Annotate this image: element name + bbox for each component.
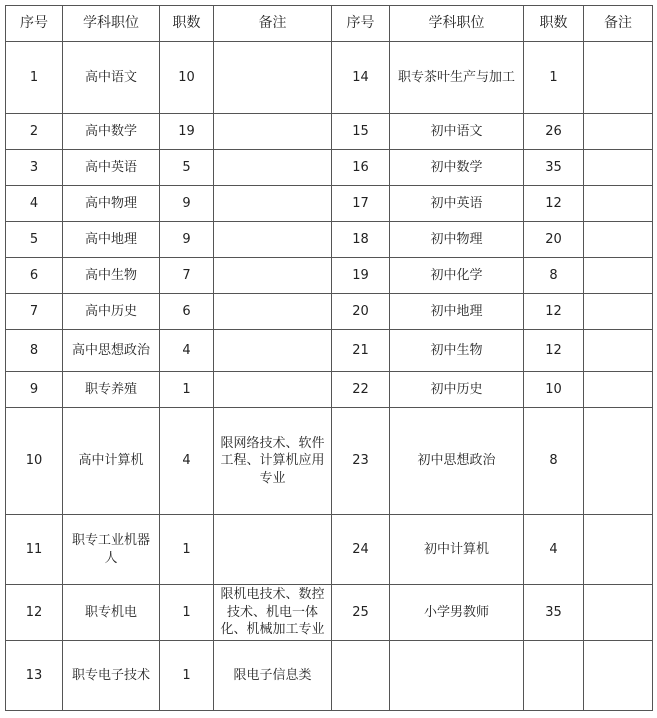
cell-subject-right: 初中生物 xyxy=(390,330,524,372)
cell-note-right xyxy=(584,222,653,258)
cell-subject-right xyxy=(390,641,524,711)
cell-seq: 10 xyxy=(6,408,63,515)
table-row xyxy=(6,515,653,585)
cell-count: 4 xyxy=(160,408,214,515)
cell-count: 10 xyxy=(160,42,214,114)
cell-note xyxy=(214,114,332,150)
cell-seq: 2 xyxy=(6,114,63,150)
cell-note xyxy=(214,372,332,408)
cell-seq-right xyxy=(332,641,390,711)
cell-note xyxy=(214,42,332,114)
cell-seq-right: 19 xyxy=(332,258,390,294)
cell-note-right xyxy=(584,186,653,222)
cell-subject-right: 小学男教师 xyxy=(390,585,524,641)
cell-seq-right: 20 xyxy=(332,294,390,330)
cell-note-right xyxy=(584,372,653,408)
cell-seq: 5 xyxy=(6,222,63,258)
cell-seq: 9 xyxy=(6,372,63,408)
cell-subject-right: 职专茶叶生产与加工 xyxy=(390,42,524,114)
cell-count-right: 35 xyxy=(524,585,584,641)
cell-subject-right: 初中地理 xyxy=(390,294,524,330)
cell-subject: 高中数学 xyxy=(63,114,160,150)
table-row xyxy=(6,258,653,294)
cell-note-right xyxy=(584,294,653,330)
cell-count-right: 4 xyxy=(524,515,584,585)
cell-subject: 高中物理 xyxy=(63,186,160,222)
table-row xyxy=(6,585,653,641)
cell-note: 限电子信息类 xyxy=(214,641,332,711)
cell-subject-right: 初中语文 xyxy=(390,114,524,150)
cell-count: 1 xyxy=(160,641,214,711)
cell-note xyxy=(214,294,332,330)
cell-subject: 高中地理 xyxy=(63,222,160,258)
table-row xyxy=(6,186,653,222)
table-row xyxy=(6,150,653,186)
table-row xyxy=(6,222,653,258)
cell-subject: 高中思想政治 xyxy=(63,330,160,372)
cell-subject-right: 初中计算机 xyxy=(390,515,524,585)
table-row xyxy=(6,372,653,408)
position-table xyxy=(5,5,653,711)
cell-count-right: 26 xyxy=(524,114,584,150)
cell-note-right xyxy=(584,42,653,114)
cell-note xyxy=(214,330,332,372)
table-row xyxy=(6,42,653,114)
cell-count-right: 12 xyxy=(524,186,584,222)
cell-subject: 高中英语 xyxy=(63,150,160,186)
header-row xyxy=(6,6,653,42)
cell-subject-right: 初中物理 xyxy=(390,222,524,258)
cell-subject: 职专养殖 xyxy=(63,372,160,408)
cell-subject-right: 初中历史 xyxy=(390,372,524,408)
cell-seq-right: 22 xyxy=(332,372,390,408)
cell-note: 限网络技术、软件工程、计算机应用专业 xyxy=(214,408,332,515)
cell-seq: 1 xyxy=(6,42,63,114)
cell-note: 限机电技术、数控技术、机电一体化、机械加工专业 xyxy=(214,585,332,641)
cell-count: 7 xyxy=(160,258,214,294)
cell-seq: 4 xyxy=(6,186,63,222)
table-row xyxy=(6,114,653,150)
cell-count: 5 xyxy=(160,150,214,186)
cell-subject: 职专工业机器人 xyxy=(63,515,160,585)
table-row xyxy=(6,330,653,372)
cell-seq: 3 xyxy=(6,150,63,186)
cell-subject: 高中语文 xyxy=(63,42,160,114)
header-seq: 序号 xyxy=(6,6,63,42)
cell-count: 9 xyxy=(160,186,214,222)
cell-note-right xyxy=(584,150,653,186)
cell-seq-right: 25 xyxy=(332,585,390,641)
cell-count-right: 10 xyxy=(524,372,584,408)
header-subject-right: 学科职位 xyxy=(390,6,524,42)
cell-note xyxy=(214,258,332,294)
header-seq-right: 序号 xyxy=(332,6,390,42)
cell-subject: 高中生物 xyxy=(63,258,160,294)
cell-seq: 11 xyxy=(6,515,63,585)
cell-subject: 职专机电 xyxy=(63,585,160,641)
cell-seq-right: 17 xyxy=(332,186,390,222)
cell-subject-right: 初中化学 xyxy=(390,258,524,294)
cell-seq: 13 xyxy=(6,641,63,711)
table-row xyxy=(6,641,653,711)
cell-note-right xyxy=(584,408,653,515)
cell-count: 19 xyxy=(160,114,214,150)
cell-seq: 7 xyxy=(6,294,63,330)
cell-note-right xyxy=(584,641,653,711)
cell-count-right: 12 xyxy=(524,294,584,330)
cell-note xyxy=(214,515,332,585)
header-count: 职数 xyxy=(160,6,214,42)
cell-count-right: 20 xyxy=(524,222,584,258)
cell-seq-right: 24 xyxy=(332,515,390,585)
cell-count-right: 1 xyxy=(524,42,584,114)
cell-subject: 高中历史 xyxy=(63,294,160,330)
header-count-right: 职数 xyxy=(524,6,584,42)
cell-count: 1 xyxy=(160,372,214,408)
cell-note-right xyxy=(584,330,653,372)
cell-count: 4 xyxy=(160,330,214,372)
cell-note xyxy=(214,186,332,222)
cell-seq: 8 xyxy=(6,330,63,372)
cell-subject: 高中计算机 xyxy=(63,408,160,515)
cell-seq: 12 xyxy=(6,585,63,641)
cell-count-right: 8 xyxy=(524,258,584,294)
cell-subject-right: 初中思想政治 xyxy=(390,408,524,515)
cell-seq-right: 16 xyxy=(332,150,390,186)
cell-note xyxy=(214,150,332,186)
cell-seq-right: 21 xyxy=(332,330,390,372)
cell-subject-right: 初中英语 xyxy=(390,186,524,222)
cell-count-right: 8 xyxy=(524,408,584,515)
cell-note-right xyxy=(584,258,653,294)
cell-subject-right: 初中数学 xyxy=(390,150,524,186)
cell-note-right xyxy=(584,114,653,150)
table-row xyxy=(6,294,653,330)
header-note-right: 备注 xyxy=(584,6,653,42)
cell-count-right xyxy=(524,641,584,711)
cell-subject: 职专电子技术 xyxy=(63,641,160,711)
cell-count: 9 xyxy=(160,222,214,258)
cell-count-right: 35 xyxy=(524,150,584,186)
cell-seq: 6 xyxy=(6,258,63,294)
cell-note-right xyxy=(584,515,653,585)
table-row xyxy=(6,408,653,515)
cell-note-right xyxy=(584,585,653,641)
header-note: 备注 xyxy=(214,6,332,42)
cell-seq-right: 15 xyxy=(332,114,390,150)
cell-note xyxy=(214,222,332,258)
cell-count: 1 xyxy=(160,585,214,641)
cell-count-right: 12 xyxy=(524,330,584,372)
cell-count: 6 xyxy=(160,294,214,330)
cell-count: 1 xyxy=(160,515,214,585)
header-subject: 学科职位 xyxy=(63,6,160,42)
cell-seq-right: 14 xyxy=(332,42,390,114)
cell-seq-right: 23 xyxy=(332,408,390,515)
cell-seq-right: 18 xyxy=(332,222,390,258)
